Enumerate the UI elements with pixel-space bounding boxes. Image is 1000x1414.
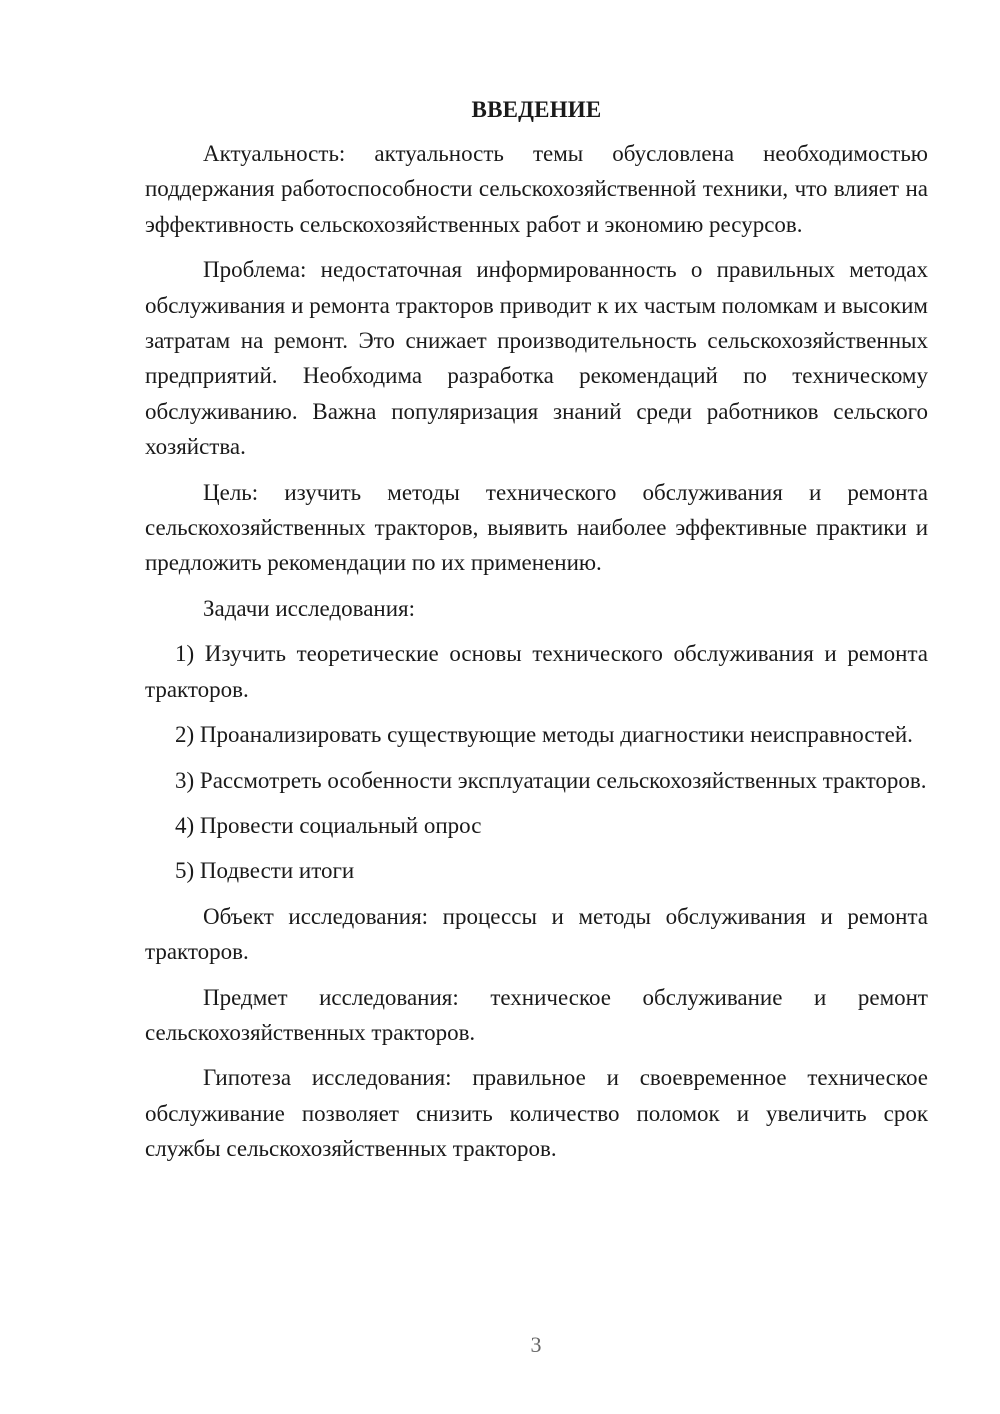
task-item-5: 5) Подвести итоги: [175, 858, 355, 884]
tasks-heading: Задачи исследования:: [203, 595, 416, 621]
page-number: 3: [530, 1332, 542, 1357]
problem-paragraph: Проблема: недостаточная информированность о правильных методах обслуживания и ремонта тракторов приводит к их частым поломкам и высоким затратам на ремонт. Это снижает производительность сельскохозяйственных предприятий. Необходима разработка рекомендаций по техническому обслуживанию. Важна популяризация знаний среди работников сельского хозяйства.: [145, 257, 928, 460]
goal-paragraph: Цель: изучить методы технического обслуживания и ремонта сельскохозяйственных тракторов, выявить наиболее эффективные практики и предложить рекомендации по их применению.: [145, 479, 928, 576]
page-content: [145, 88, 928, 1177]
relevance-paragraph: Актуальность: актуальность темы обусловлена необходимостью поддержания работоспособности сельскохозяйственной техники, что влияет на эффективность сельскохозяйственных работ и экономию ресурсов.: [145, 141, 928, 237]
task-item-2: 2) Проанализировать существующие методы диагностики неисправностей.: [175, 722, 913, 748]
section-title: ВВЕДЕНИЕ: [471, 97, 602, 122]
object-paragraph: Объект исследования: процессы и методы обслуживания и ремонта тракторов.: [145, 903, 928, 965]
subject-paragraph: Предмет исследования: техническое обслуживание и ремонт сельскохозяйственных тракторов.: [145, 984, 928, 1045]
task-item-3: 3) Рассмотреть особенности эксплуатации сельскохозяйственных тракторов.: [175, 767, 927, 793]
task-item-4: 4) Провести социальный опрос: [175, 812, 482, 838]
task-item-1: 1) Изучить теоретические основы технического обслуживания и ремонта тракторов.: [145, 641, 928, 702]
hypothesis-paragraph: Гипотеза исследования: правильное и своевременное техническое обслуживание позволяет снизить количество поломок и увеличить срок службы сельскохозяйственных тракторов.: [145, 1065, 928, 1162]
